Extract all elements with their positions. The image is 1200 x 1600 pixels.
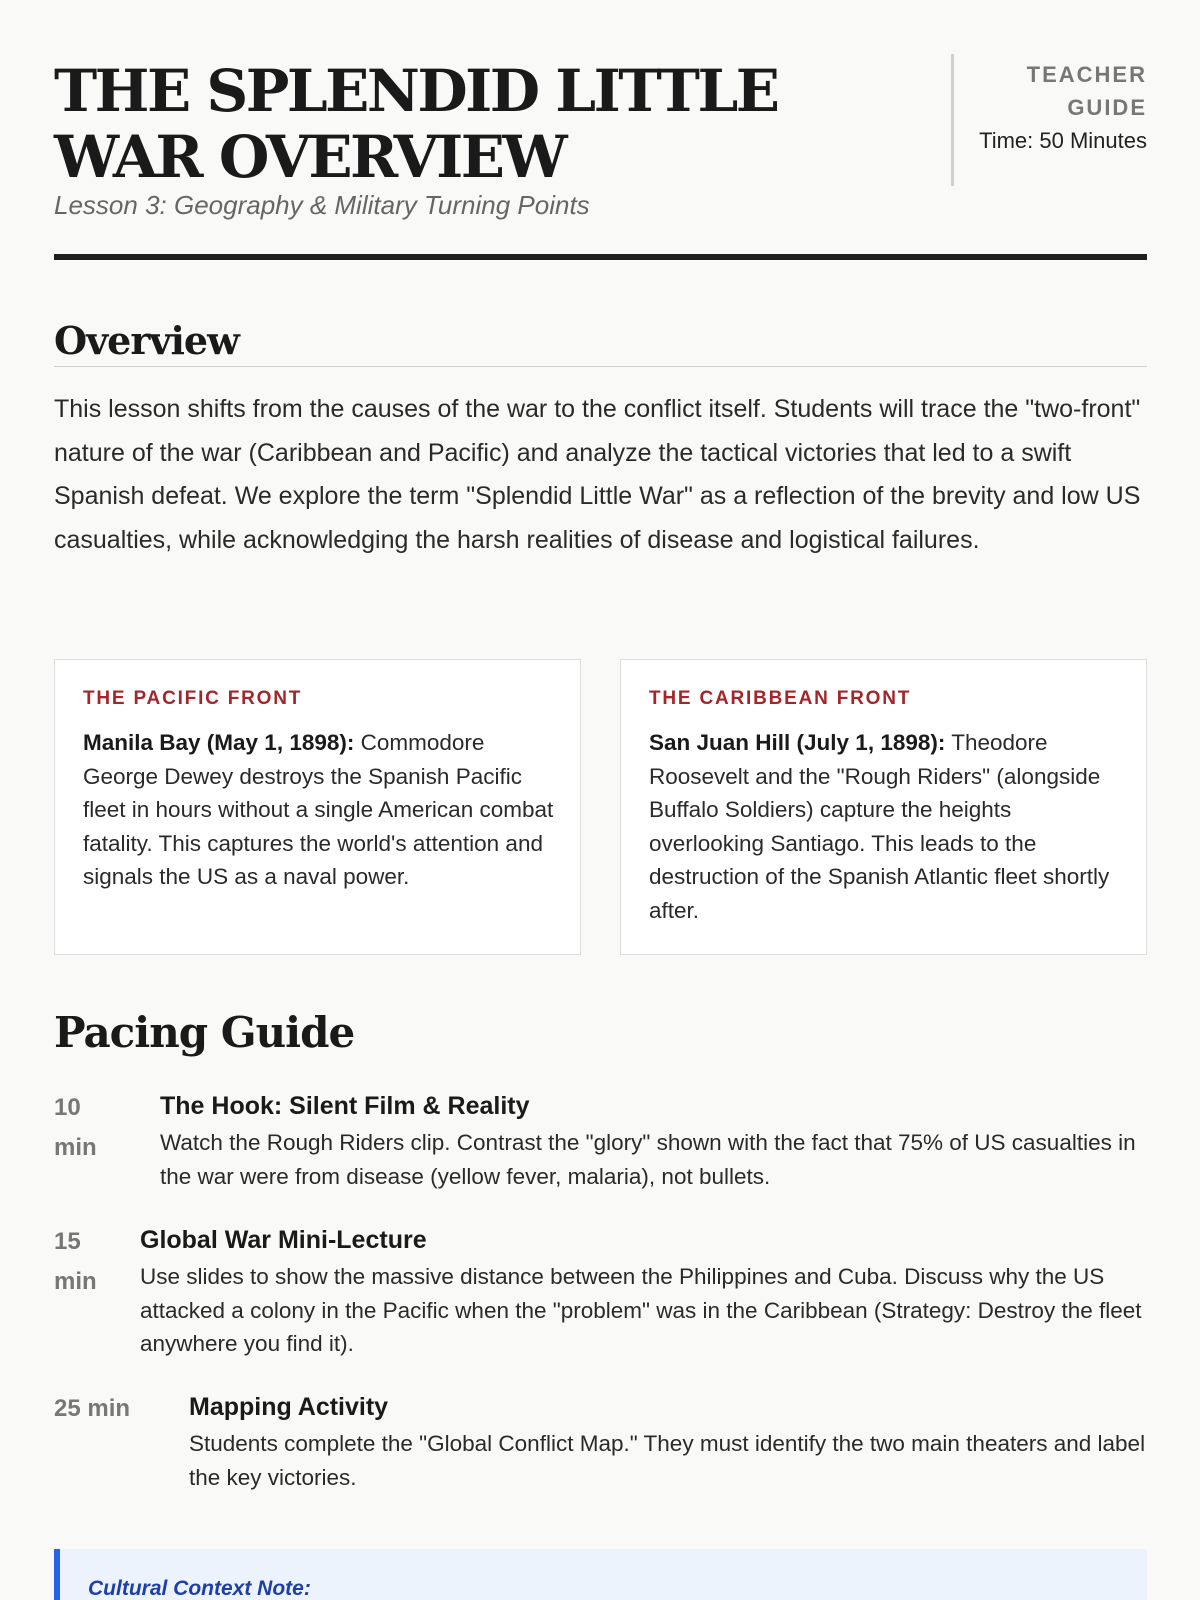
teacher-guide-label: TEACHER GUIDE (1026, 62, 1147, 120)
header-meta (977, 58, 1147, 157)
pacing-duration: 15 min (54, 1228, 97, 1295)
pacing-duration: 10 min (54, 1094, 97, 1161)
card-event: Manila Bay (May 1, 1898): (83, 730, 355, 755)
card-label: THE PACIFIC FRONT (83, 688, 303, 709)
pacing-item-description: Students complete the "Global Conflict Map." They must identify the two main theaters and label the key victories. (189, 1431, 1146, 1490)
pacing-item-description: Watch the Rough Riders clip. Contrast the "glory" shown with the fact that 75% of US casualties in the war were from disease (yellow fever, malaria), not bullets. (160, 1130, 1136, 1189)
pacific-front-card (54, 659, 581, 955)
pacing-item-description: Use slides to show the massive distance between the Philippines and Cuba. Discuss why the US attacked a colony in the Pacific when the "problem" was in the Caribbean (Strategy: Destroy the fleet anywhere you find it). (140, 1264, 1142, 1356)
lesson-time: Time: 50 Minutes (979, 128, 1147, 153)
page-subtitle: Lesson 3: Geography & Military Turning Points (54, 190, 590, 220)
pacing-item-title: Global War Mini-Lecture (140, 1226, 427, 1254)
pacing-duration: 25 min (54, 1395, 131, 1422)
overview-heading: Overview (54, 318, 239, 363)
overview-text: This lesson shifts from the causes of the war to the conflict itself. Students will trace the "two-front" nature of the war (Caribbean and Pacific) and analyze the tactical victories that led to a swift Spanish defeat. We explore the term "Splendid Little War" as a reflection of the brevity and low US casualties, while acknowledging the harsh realities of disease and logistical failures. (54, 395, 1141, 554)
page-header (54, 54, 1147, 260)
card-text: Commodore George Dewey destroys the Spanish Pacific fleet in hours without a single American combat fatality. This captures the world's attention and signals the US as a naval power. (83, 730, 554, 889)
card-body (83, 726, 554, 894)
pacing-heading: Pacing Guide (54, 1008, 355, 1057)
pacing-item-title: Mapping Activity (189, 1393, 389, 1421)
pacing-item-title: The Hook: Silent Film & Reality (160, 1092, 530, 1120)
card-event: San Juan Hill (July 1, 1898): (649, 730, 946, 755)
card-label: THE CARIBBEAN FRONT (649, 688, 912, 709)
cultural-context-note (54, 1549, 1147, 1600)
pacing-content (189, 1389, 1147, 1494)
page-title: THE SPLENDID LITTLE WAR OVERVIEW (54, 57, 778, 191)
overview-divider (54, 366, 1147, 367)
pacing-content (160, 1088, 1147, 1193)
pacing-content (140, 1222, 1147, 1361)
caribbean-front-card (620, 659, 1147, 955)
header-divider (951, 54, 954, 186)
card-text: Theodore Roosevelt and the "Rough Riders" (alongside Buffalo Soldiers) capture the heights overlooking Santiago. This leads to the destruction of the Spanish Atlantic fleet shortly after. (649, 730, 1110, 923)
card-body (649, 726, 1120, 927)
note-title: Cultural Context Note: (88, 1577, 311, 1600)
header-rule (54, 254, 1147, 260)
